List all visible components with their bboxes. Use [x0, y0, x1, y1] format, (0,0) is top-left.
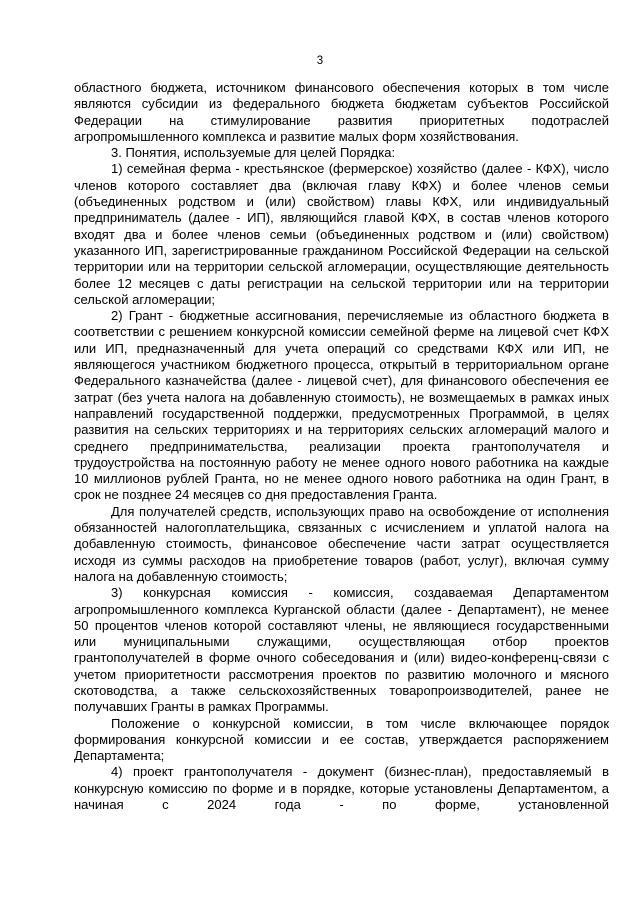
paragraph-commission-regulation: Положение о конкурсной комиссии, в том числе включающее порядок формирования конкурсной комиссии и ее состав, утверждается распоряжением Департамента; — [74, 715, 609, 764]
paragraph-clause-3: 3. Понятия, используемые для целей Порядка: — [111, 145, 396, 161]
paragraph-item-3-commission: 3) конкурсная комиссия - комиссия, создаваемая Департаментом агропромышленного комплекса Курганской области (далее - Департамент), не менее 50 процентов членов которой составляют члены, не являющиеся государственными или муниципальными служащими, осуществляющая отбор проектов грантополучателей в форме очного собеседования и (или) видео-конференц-связи с учетом приоритетности рассмотрения проектов по развитию молочного и мясного скотоводства, а также сельскохозяйственных товаропроизводителей, ранее не получавших Гранты в рамках Программы. — [74, 585, 609, 715]
paragraph-continuation: областного бюджета, источником финансового обеспечения которых в том числе являются субсидии из федерального бюджета бюджетам субъектов Российской Федерации на стимулирование развития приоритетных подотраслей агропромышленного комплекса и развитие малых форм хозяйствования. — [74, 80, 609, 144]
page-number: 3 — [316, 55, 324, 67]
paragraph-vat-exemption: Для получателей средств, использующих право на освобождение от исполнения обязанностей налогоплательщика, связанных с исчислением и уплатой налога на добавленную стоимость, финансовое обеспечение части затрат осуществляется исходя из суммы расходов на приобретение товаров (работ, услуг), включая сумму налога на добавленную стоимость; — [74, 503, 609, 584]
paragraph-item-2-grant: 2) Грант - бюджетные ассигнования, перечисляемые из областного бюджета в соответствии с решением конкурсной комиссии семейной ферме на лицевой счет КФХ или ИП, предназначенный для учета операций со средствами КФХ или ИП, не являющегося участником бюджетного процесса, открытый в территориальном органе Федерального казначейства (далее - лицевой счет), для финансового обеспечения ее затрат (без учета налога на добавленную стоимость), не возмещаемых в рамках иных направлений государственной поддержки, предусмотренных Программой, в целях развития на сельских территориях и на территориях сельских агломераций малого и среднего предпринимательства, реализации проекта грантополучателя и трудоустройства на постоянную работу не менее одного нового работника на каждые 10 миллионов рублей Гранта, но не менее одного нового работника на один Грант, в срок не позднее 24 месяцев со дня предоставления Гранта. — [74, 308, 609, 503]
paragraph-item-1-family-farm: 1) семейная ферма - крестьянское (фермерское) хозяйство (далее - КФХ), число членов которого составляет два (включая главу КФХ) и более членов семьи (объединенных родством и (или) свойством) главы КФХ, или индивидуальный предприниматель (далее - ИП), являющийся главой КФХ, в состав членов которого входят два и более членов семьи (объединенных родством и (или) свойством) указанного ИП, зарегистрированные гражданином Российской Федерации на сельской территории или на территории сельской агломерации, осуществляющие деятельность более 12 месяцев с даты регистрации на сельской территории или на территории сельской агломерации; — [74, 161, 609, 307]
document-body — [74, 80, 609, 813]
paragraph-item-4-project: 4) проект грантополучателя - документ (бизнес-план), предоставляемый в конкурсную комиссию по форме и в порядке, которые установлены Департаментом, а начиная с 2024 года - по форме, установленной — [74, 764, 609, 813]
